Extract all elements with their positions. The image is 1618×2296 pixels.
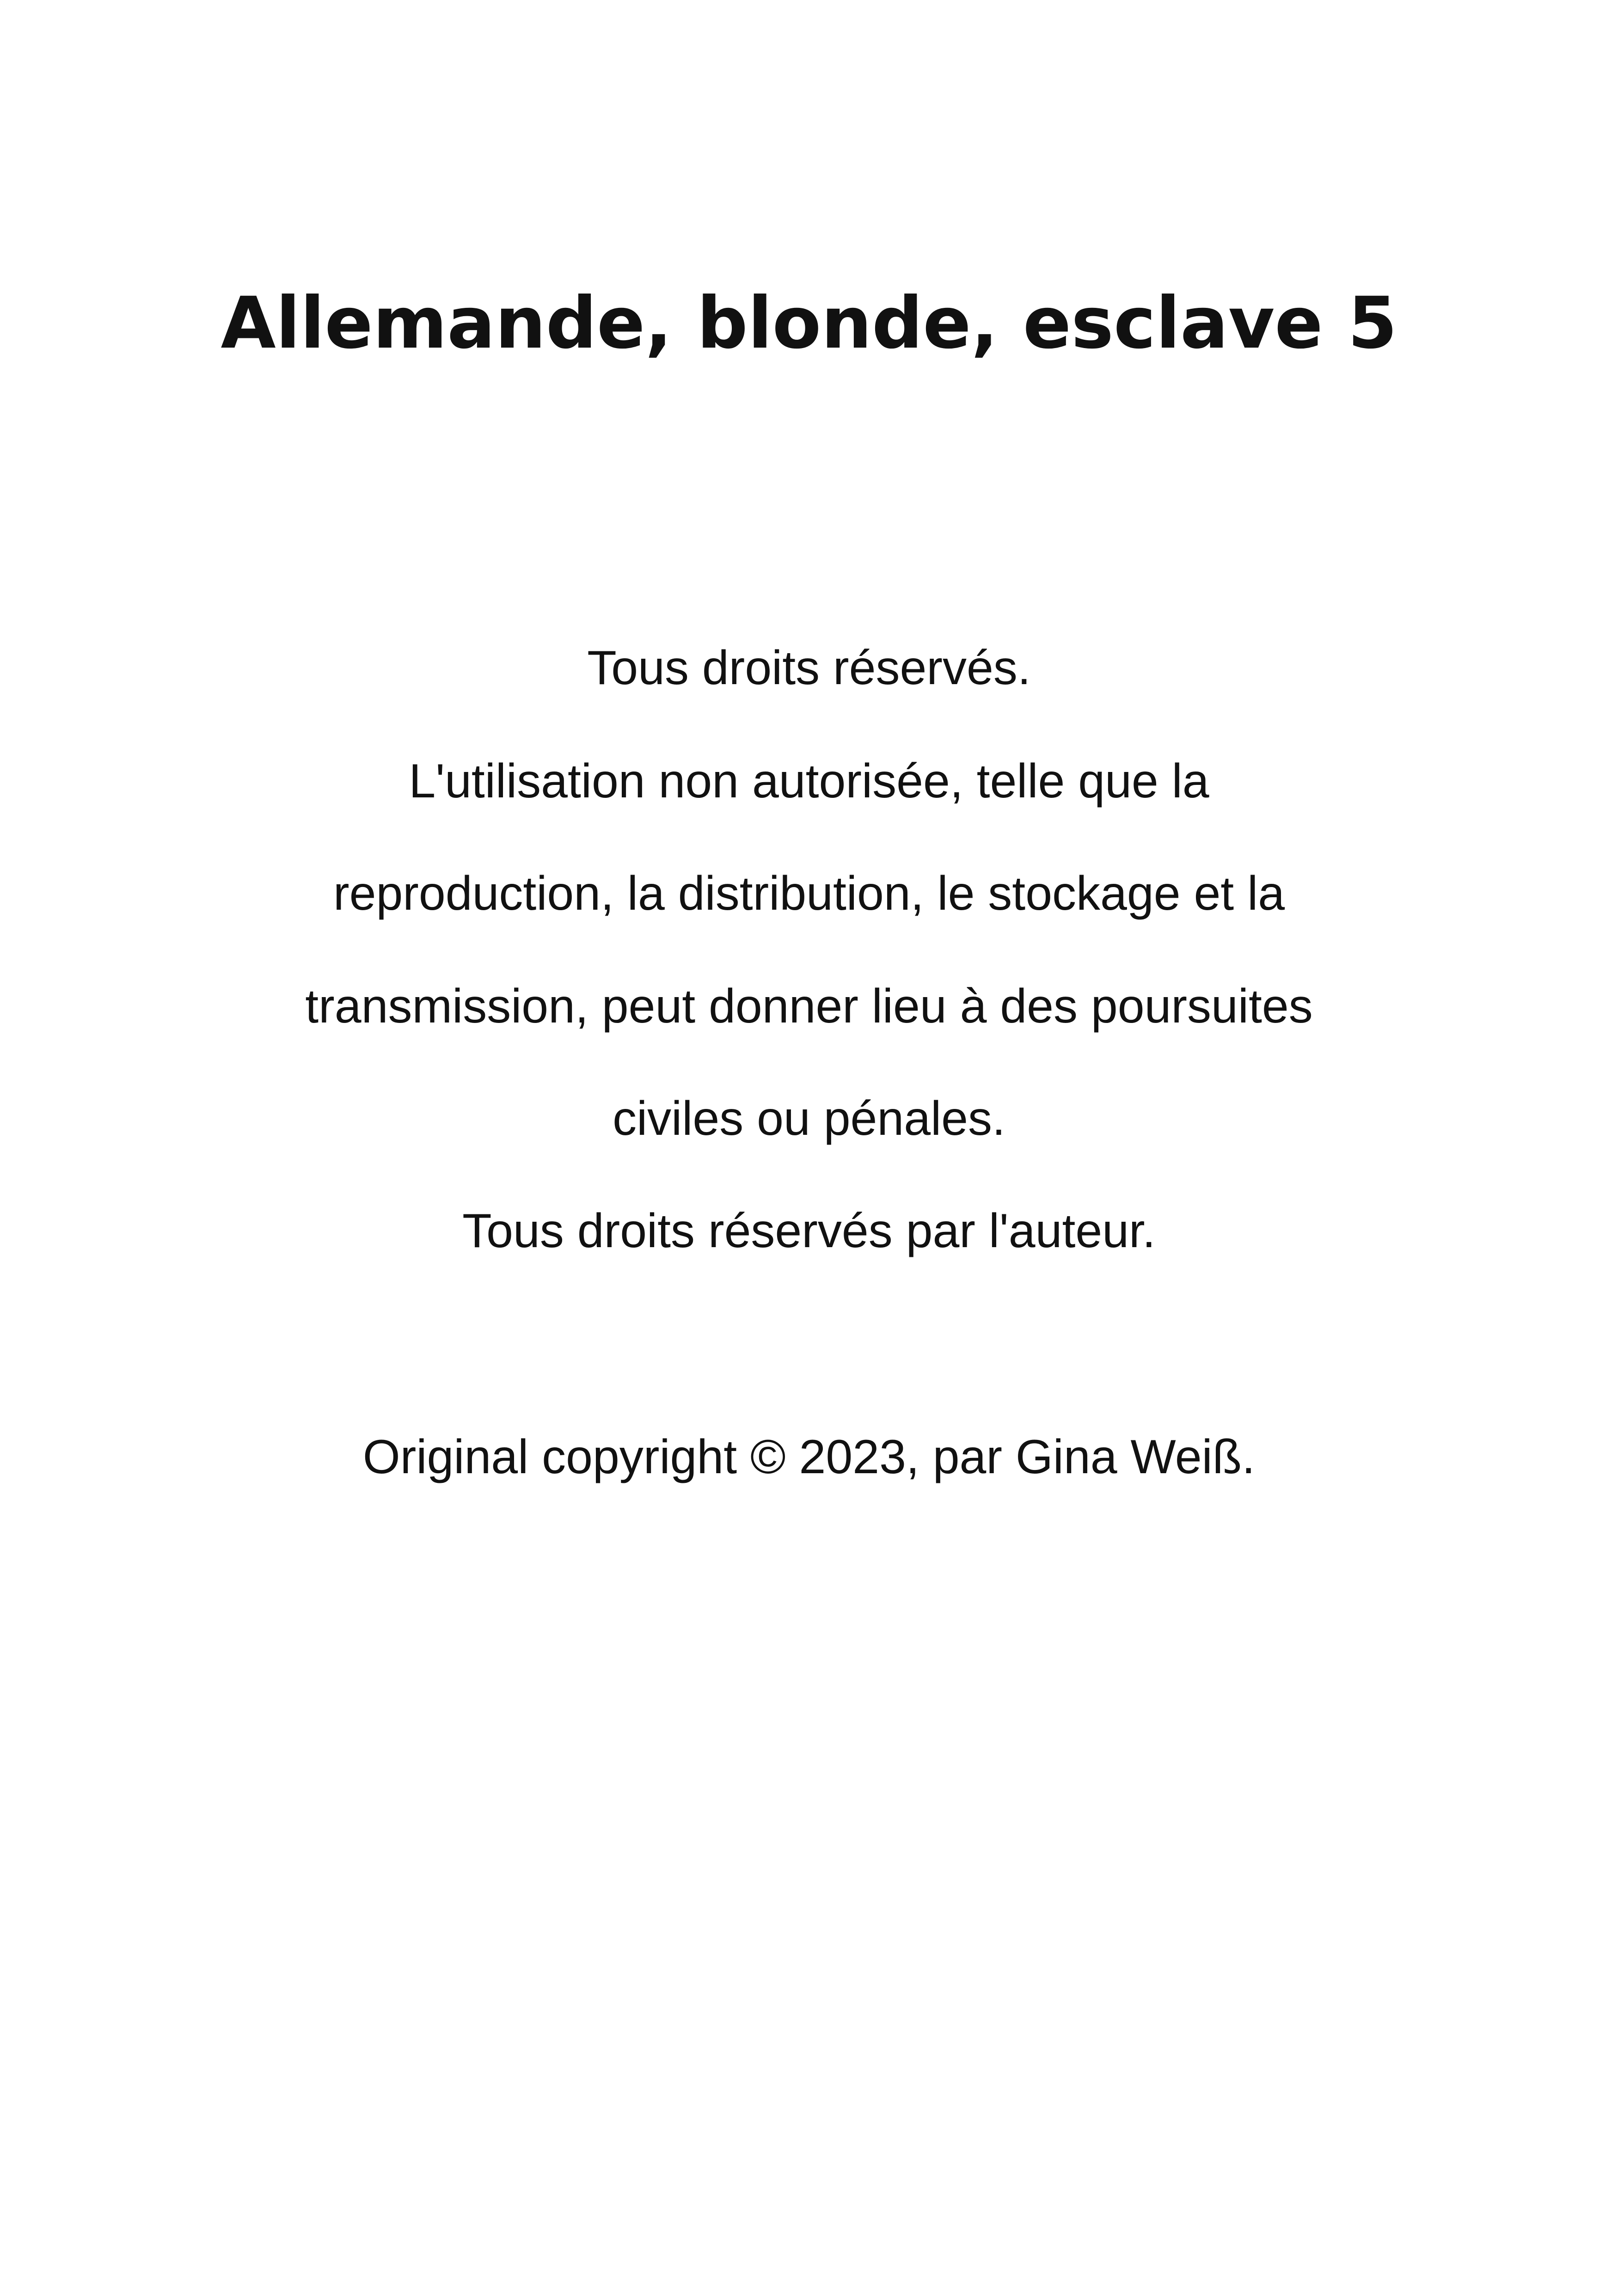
rights-line-3: reproduction, la distribution, le stockage et la bbox=[333, 867, 1285, 920]
rights-line-2: L'utilisation non autorisée, telle que la bbox=[409, 754, 1209, 808]
copyright-line: Original copyright © 2023, par Gina Weiß. bbox=[362, 1430, 1256, 1484]
rights-line-6: Tous droits réservés par l'auteur. bbox=[462, 1204, 1156, 1258]
document-title: Allemande, blonde, esclave 5 bbox=[221, 282, 1397, 365]
rights-line-1: Tous droits réservés. bbox=[587, 641, 1031, 695]
rights-line-4: transmission, peut donner lieu à des poursuites bbox=[305, 980, 1313, 1033]
rights-line-5: civiles ou pénales. bbox=[613, 1092, 1005, 1145]
